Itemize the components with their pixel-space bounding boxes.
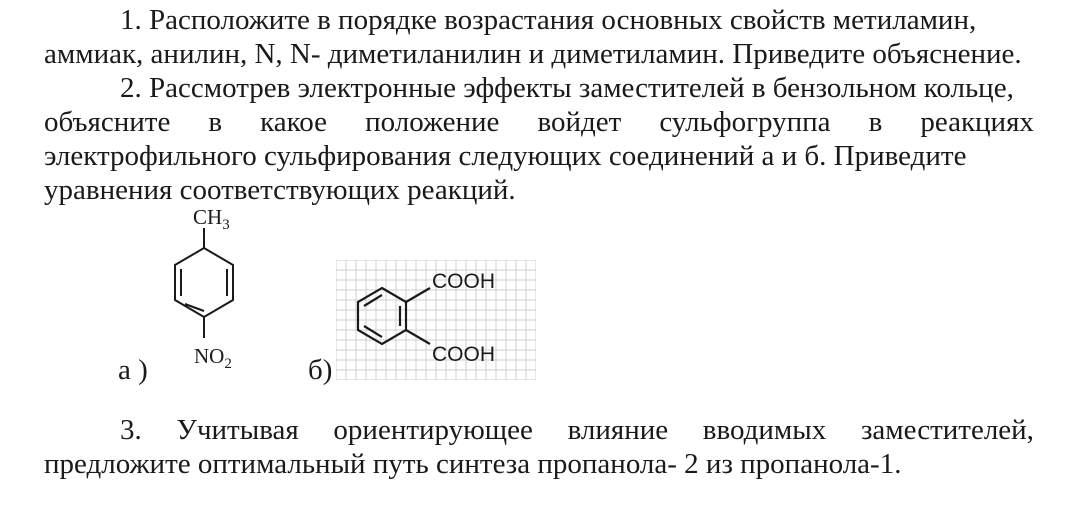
task2-word: положение [365,106,500,138]
nitro-group: $NO_2$ [194,344,232,372]
task3-line1 [120,414,1034,447]
structure-a-label: а ) [118,354,148,386]
task1-line1: 1. Расположите в порядке возрастания основных свойств метиламин, [120,4,977,36]
structure-b-diagram [336,260,536,380]
task3-line2: предложите оптимальный путь синтеза пропанола- 2 из пропанола-1. [44,448,902,480]
task2-line1: 2. Рассмотрев электронные эффекты заместителей в бензольном кольце, [120,72,1014,104]
carboxyl-group-2: COOH [432,343,495,366]
task2-word: в [208,106,223,138]
carboxyl-group-1: COOH [432,270,495,293]
task2-line4: уравнения соответствующих реакций. [44,174,516,206]
task3-word: вводимых [702,414,827,446]
task2-word: в [868,106,883,138]
structure-b-label: б) [308,354,333,386]
task3-word: 3. [120,414,142,446]
task3-word: ориентирующее [333,414,533,446]
task3-word: влияние [567,414,669,446]
task2-word: сульфогруппа [659,106,831,138]
task2-word: войдет [537,106,622,138]
task2-line2 [44,106,1034,139]
task2-word: объясните [44,106,171,138]
benzene-ring-a [175,248,233,317]
task3-word: заместителей, [860,414,1034,446]
task2-word: реакциях [920,106,1034,138]
task3-word: Учитывая [176,414,299,446]
methyl-group: $CH_3$ [193,205,230,233]
structure-a-diagram [150,200,270,375]
task2-line3: электрофильного сульфирования следующих соединений а и б. Приведите [44,140,967,172]
task1-line2: аммиак, анилин, N, N- диметиланилин и диметиламин. Приведите объяснение. [44,38,1022,70]
task2-word: какое [260,106,328,138]
benzene-ring-b [358,288,406,344]
